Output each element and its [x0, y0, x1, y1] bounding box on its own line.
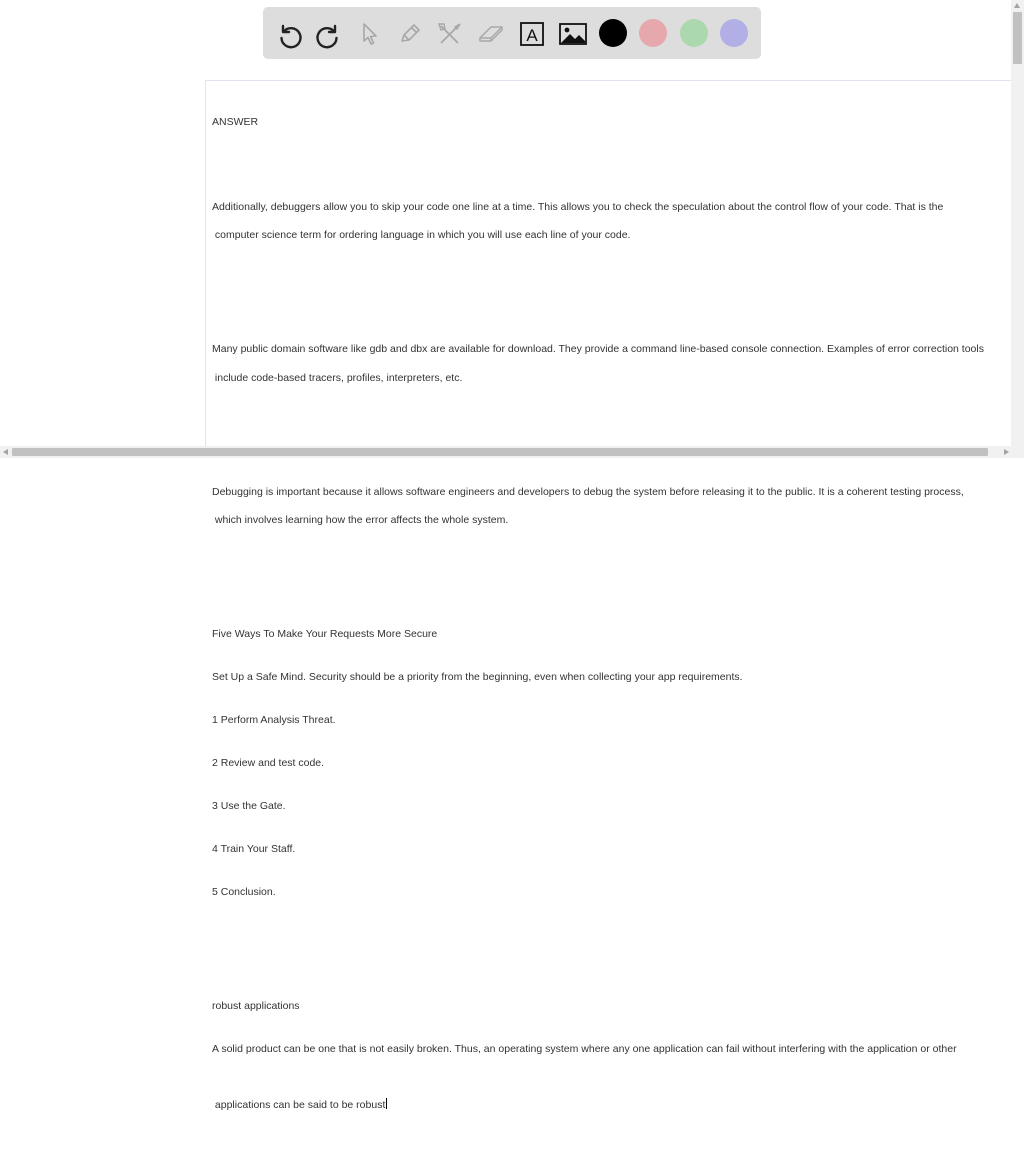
- svg-text:A: A: [526, 26, 538, 45]
- list-intro: Set Up a Safe Mind. Security should be a priority from the beginning, even when collecting your app requirements.: [212, 671, 743, 684]
- pointer-icon: [358, 21, 382, 47]
- drawing-toolbar: [263, 7, 761, 59]
- paragraph-debuggers: Additionally, debuggers allow you to skip your code one line at a time. This allows you to check the speculation about the control flow of your code. That is the computer science term for ordering language in which you will use each line of your code.: [212, 201, 944, 242]
- pen-tool-button[interactable]: [393, 17, 427, 51]
- scroll-right-arrow-icon[interactable]: [1004, 449, 1009, 455]
- scroll-up-arrow-icon[interactable]: [1014, 3, 1020, 8]
- list-item: 3 Use the Gate.: [212, 799, 286, 812]
- list-item: 5 Conclusion.: [212, 885, 276, 898]
- paragraph-robust: robust applications A solid product can be one that is not easily broken. Thus, an operating system where any one application can fail without interfering with the application or other applications can be said to be robust: [212, 970, 1012, 1141]
- list-item: 1 Perform Analysis Threat.: [212, 713, 336, 726]
- vertical-scrollbar[interactable]: [1011, 0, 1024, 446]
- image-tool-button[interactable]: [556, 17, 590, 51]
- eraser-icon: [476, 21, 506, 47]
- paragraph-public-domain: Many public domain software like gdb and dbx are available for download. They provide a command line-based console connection. Examples of error correction tools include code-based tracers, profiles, interpreters, etc.: [212, 343, 984, 384]
- text-cursor: [386, 1098, 387, 1109]
- tools-icon: [436, 21, 464, 47]
- vertical-scroll-thumb[interactable]: [1013, 12, 1022, 64]
- editor-content[interactable]: [206, 81, 1012, 1170]
- answer-heading: ANSWER: [212, 115, 259, 128]
- paragraph-importance: Debugging is important because it allows software engineers and developers to debug the system before releasing it to the public. It is a coherent testing process, which involves learning how the error affects the whole system.: [212, 485, 964, 527]
- list-item: 2 Review and test code.: [212, 756, 325, 769]
- undo-icon: [275, 20, 303, 48]
- scroll-left-arrow-icon[interactable]: [3, 449, 8, 455]
- list-item: 4 Train Your Staff.: [212, 842, 296, 855]
- horizontal-scroll-thumb[interactable]: [12, 448, 988, 456]
- horizontal-scrollbar[interactable]: [0, 446, 1024, 458]
- pen-icon: [397, 21, 423, 47]
- color-swatch-purple[interactable]: [720, 19, 748, 47]
- pointer-tool-button[interactable]: [353, 17, 387, 51]
- secure-requests-list: [212, 599, 1012, 928]
- eraser-tool-button[interactable]: [474, 17, 508, 51]
- redo-button[interactable]: [312, 17, 346, 51]
- undo-button[interactable]: [272, 17, 306, 51]
- tools-button[interactable]: [433, 17, 467, 51]
- redo-icon: [315, 20, 343, 48]
- image-icon: [558, 21, 588, 47]
- text-icon: [519, 21, 545, 47]
- answer-editor[interactable]: [205, 80, 1012, 1112]
- color-swatch-green[interactable]: [680, 19, 708, 47]
- robust-title: robust applications: [212, 999, 300, 1012]
- color-swatch-black[interactable]: [599, 19, 627, 47]
- list-title: Five Ways To Make Your Requests More Secure: [212, 628, 438, 641]
- color-swatch-pink[interactable]: [639, 19, 667, 47]
- text-tool-button[interactable]: [515, 17, 549, 51]
